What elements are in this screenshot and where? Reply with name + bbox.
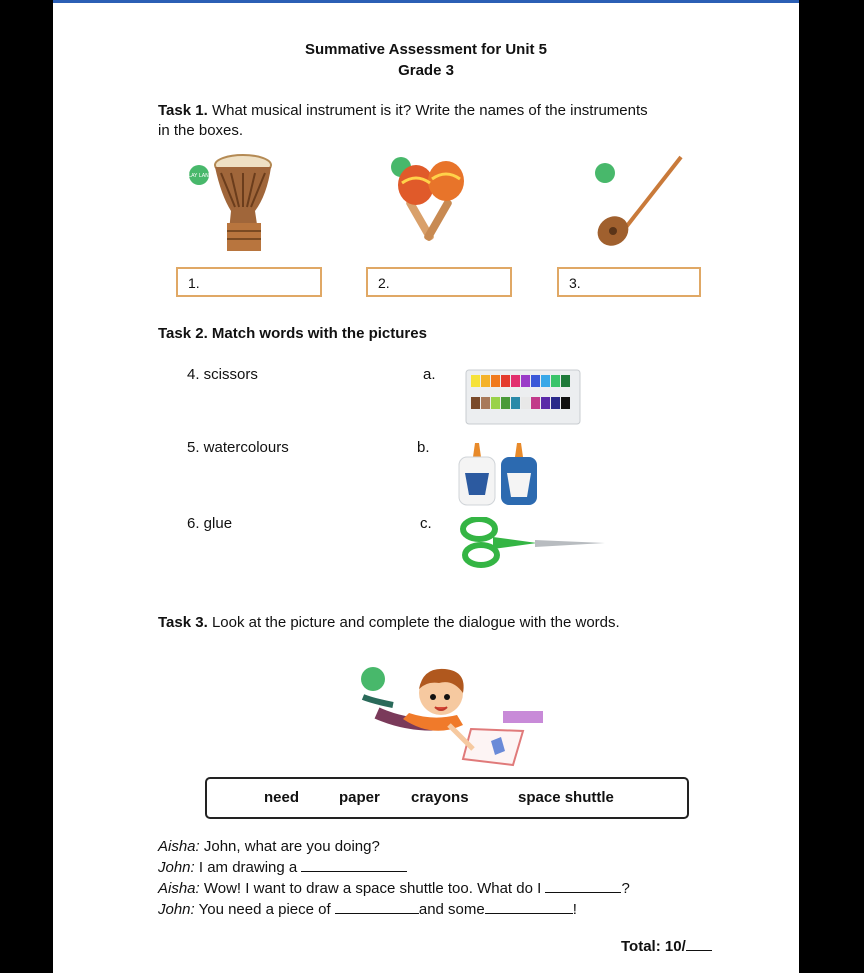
task3-label: Task 3. bbox=[158, 614, 208, 631]
total-blank[interactable] bbox=[686, 938, 712, 951]
total-score bbox=[621, 937, 712, 957]
scissors-image bbox=[457, 517, 607, 571]
speaker-aisha: Aisha: bbox=[158, 880, 200, 897]
glue-image bbox=[455, 439, 545, 509]
task1-instructions bbox=[158, 101, 758, 141]
answer-box-1-label: 1. bbox=[188, 275, 200, 291]
grade-label: Grade 3 bbox=[398, 62, 454, 79]
maracas-image bbox=[388, 153, 488, 249]
watercolours-image bbox=[465, 369, 583, 427]
answer-blank-3[interactable] bbox=[335, 899, 419, 914]
answer-blank-4[interactable] bbox=[485, 899, 573, 914]
dialogue-line-4 bbox=[158, 899, 778, 920]
match-letter-b: b. bbox=[417, 439, 430, 456]
task1-text2: in the boxes. bbox=[158, 122, 244, 139]
answer-box-3-label: 3. bbox=[569, 275, 581, 291]
task2-title: Task 2. Match words with the pictures bbox=[158, 325, 427, 342]
task3-text: Look at the picture and complete the dialogue with the words. bbox=[211, 614, 620, 631]
word-need: need bbox=[264, 789, 300, 806]
answer-blank-1[interactable] bbox=[301, 857, 407, 872]
match-word-4: 4. scissors bbox=[187, 366, 258, 383]
task1-text: What musical instrument is it? Write the names of the instruments bbox=[211, 102, 648, 119]
boy-drawing-image bbox=[353, 659, 543, 771]
match-word-6: 6. glue bbox=[187, 515, 233, 532]
dialogue-text-1: John, what are you doing? bbox=[203, 838, 380, 855]
answer-blank-2[interactable] bbox=[545, 878, 621, 893]
match-word-5: 5. watercolours bbox=[187, 439, 289, 456]
dialogue-mid-4: and some bbox=[418, 901, 485, 918]
dialogue-line-1 bbox=[158, 837, 778, 857]
word-paper: paper bbox=[339, 789, 380, 806]
dialogue-text-2: I am drawing a bbox=[198, 859, 298, 876]
answer-box-2[interactable] bbox=[366, 267, 512, 297]
task3-instructions bbox=[158, 613, 778, 633]
word-space-shuttle: space shuttle bbox=[518, 789, 614, 806]
worksheet-page bbox=[53, 0, 799, 973]
dialogue-text-3: Wow! I want to draw a space shuttle too. What do I bbox=[203, 880, 542, 897]
match-letter-a: a. bbox=[423, 366, 436, 383]
word-bank bbox=[205, 777, 689, 819]
speaker-aisha: Aisha: bbox=[158, 838, 200, 855]
dombra-image bbox=[583, 153, 693, 253]
dialogue-end-3: ? bbox=[621, 880, 630, 897]
answer-box-3[interactable] bbox=[557, 267, 701, 297]
total-label: Total: 10/ bbox=[621, 938, 686, 955]
task1-label: Task 1. bbox=[158, 102, 208, 119]
answer-box-2-label: 2. bbox=[378, 275, 390, 291]
dialogue bbox=[158, 837, 778, 920]
dialogue-line-2 bbox=[158, 857, 778, 878]
word-crayons: crayons bbox=[411, 789, 469, 806]
speaker-john: John: bbox=[158, 859, 195, 876]
speaker-john: John: bbox=[158, 901, 195, 918]
answer-box-1[interactable] bbox=[176, 267, 322, 297]
match-letter-c: c. bbox=[420, 515, 432, 532]
page-title: Summative Assessment for Unit 5 bbox=[304, 41, 548, 58]
badge-text: PLAY LAND bbox=[185, 173, 213, 179]
dialogue-end-4: ! bbox=[572, 901, 577, 918]
dialogue-line-3 bbox=[158, 878, 778, 899]
drum-image bbox=[181, 151, 281, 255]
dialogue-text-4: You need a piece of bbox=[198, 901, 331, 918]
